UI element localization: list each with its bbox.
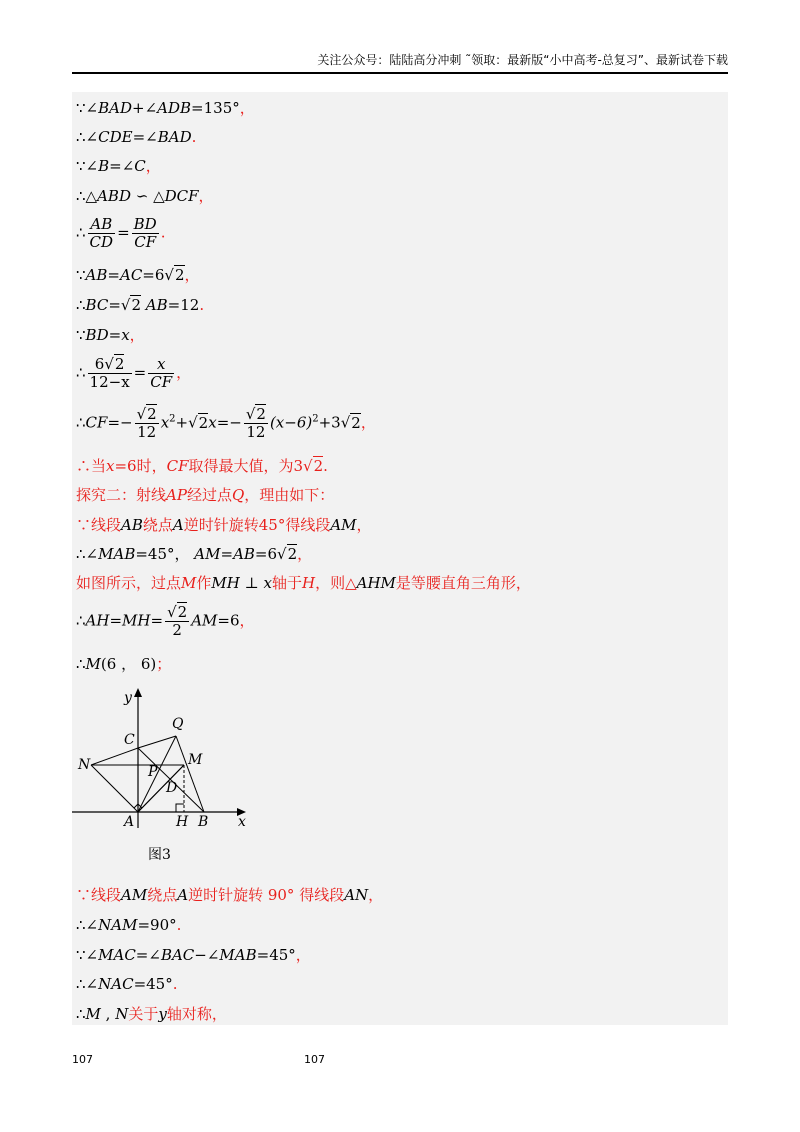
line-21: ∴∠NAC=45°. bbox=[76, 975, 178, 993]
line-17: ∴M(6 ， 6)； bbox=[76, 655, 172, 673]
line-8: ∵BD=x， bbox=[76, 326, 145, 344]
line-3: ∵∠B=∠C， bbox=[76, 157, 161, 175]
label-y: y bbox=[124, 690, 132, 706]
fraction: $\frac{6√2}{12-x}$ bbox=[89, 355, 130, 391]
segment-QB bbox=[176, 736, 204, 812]
segment-CQ bbox=[138, 736, 176, 748]
line-1: ∵∠BAD+∠ADB=135°， bbox=[76, 99, 255, 117]
line-7: ∴BC=√2 AB=12. bbox=[76, 296, 205, 314]
label-D: D bbox=[166, 780, 178, 796]
segment-NC bbox=[91, 748, 138, 765]
fraction: $\frac{√2}{12}$ bbox=[245, 405, 266, 441]
page-number-center: 107 bbox=[304, 1053, 325, 1066]
line-22: ∴M , N关于y轴对称， bbox=[76, 1005, 227, 1023]
line-10: ∴CF=− $\frac{√2}{12}$ $x^2+√2x=-$ $\frac{√2}{12}$ $(x-6)^2+3√2$， bbox=[76, 405, 376, 441]
fraction: $\frac{AB}{CD}$ bbox=[89, 215, 114, 251]
line-11: ∴当x=6时，CF取得最大值，为3√2. bbox=[76, 457, 328, 475]
figure-caption: 图3 bbox=[148, 847, 171, 863]
line-16: ∴AH=MH= $\frac{√2}{2}$ AM=6， bbox=[76, 603, 255, 639]
fraction: $\frac{√2}{12}$ bbox=[136, 405, 157, 441]
fraction: $\frac{√2}{2}$ bbox=[167, 603, 188, 639]
line-12: 探究二：射线AP经过点Q，理由如下： bbox=[76, 486, 335, 504]
line-5: ∴ $\frac{AB}{CD}$ = $\frac{BD}{CF}$ . bbox=[76, 215, 166, 251]
page-header: 关注公众号：陆陆高分冲刺 ˜领取：最新版“小中高考-总复习”、最新试卷下载 bbox=[72, 50, 728, 74]
label-A: A bbox=[124, 814, 135, 830]
line-14: ∴∠MAB=45°， AM=AB=6√2， bbox=[76, 545, 313, 563]
right-angle-mark bbox=[176, 804, 184, 812]
label-P: P bbox=[148, 764, 158, 780]
line-2: ∴∠CDE=∠BAD. bbox=[76, 128, 197, 146]
label-M: M bbox=[188, 752, 203, 768]
line-19: ∴∠NAM=90°. bbox=[76, 916, 182, 934]
label-N: N bbox=[78, 757, 91, 773]
label-C: C bbox=[124, 732, 135, 748]
label-H: H bbox=[176, 814, 189, 830]
line-13: ∵线段AB绕点A逆时针旋转45°得线段AM， bbox=[76, 516, 372, 534]
fraction: $\frac{x}{CF}$ bbox=[150, 355, 173, 391]
segment-NA bbox=[91, 765, 138, 812]
label-x: x bbox=[238, 814, 246, 830]
line-4: ∴△ABD ∽ △DCF， bbox=[76, 187, 214, 205]
label-Q: Q bbox=[172, 716, 184, 732]
line-18: ∵线段AM绕点A逆时针旋转 90° 得线段AN， bbox=[76, 886, 384, 904]
geometry-figure bbox=[72, 688, 262, 838]
line-6: ∵AB=AC=6√2， bbox=[76, 266, 200, 284]
line-20: ∵∠MAC=∠BAC−∠MAB=45°， bbox=[76, 946, 311, 964]
label-B: B bbox=[198, 814, 209, 830]
page-number-left: 107 bbox=[72, 1053, 93, 1066]
line-9: ∴ $\frac{6√2}{12-x}$ = $\frac{x}{CF}$ ， bbox=[76, 355, 192, 391]
y-axis-arrow bbox=[134, 688, 142, 697]
line-15: 如图所示，过点M作MH ⊥ x轴于H，则△AHM是等腰直角三角形， bbox=[76, 574, 531, 592]
fraction: $\frac{BD}{CF}$ bbox=[133, 215, 157, 251]
